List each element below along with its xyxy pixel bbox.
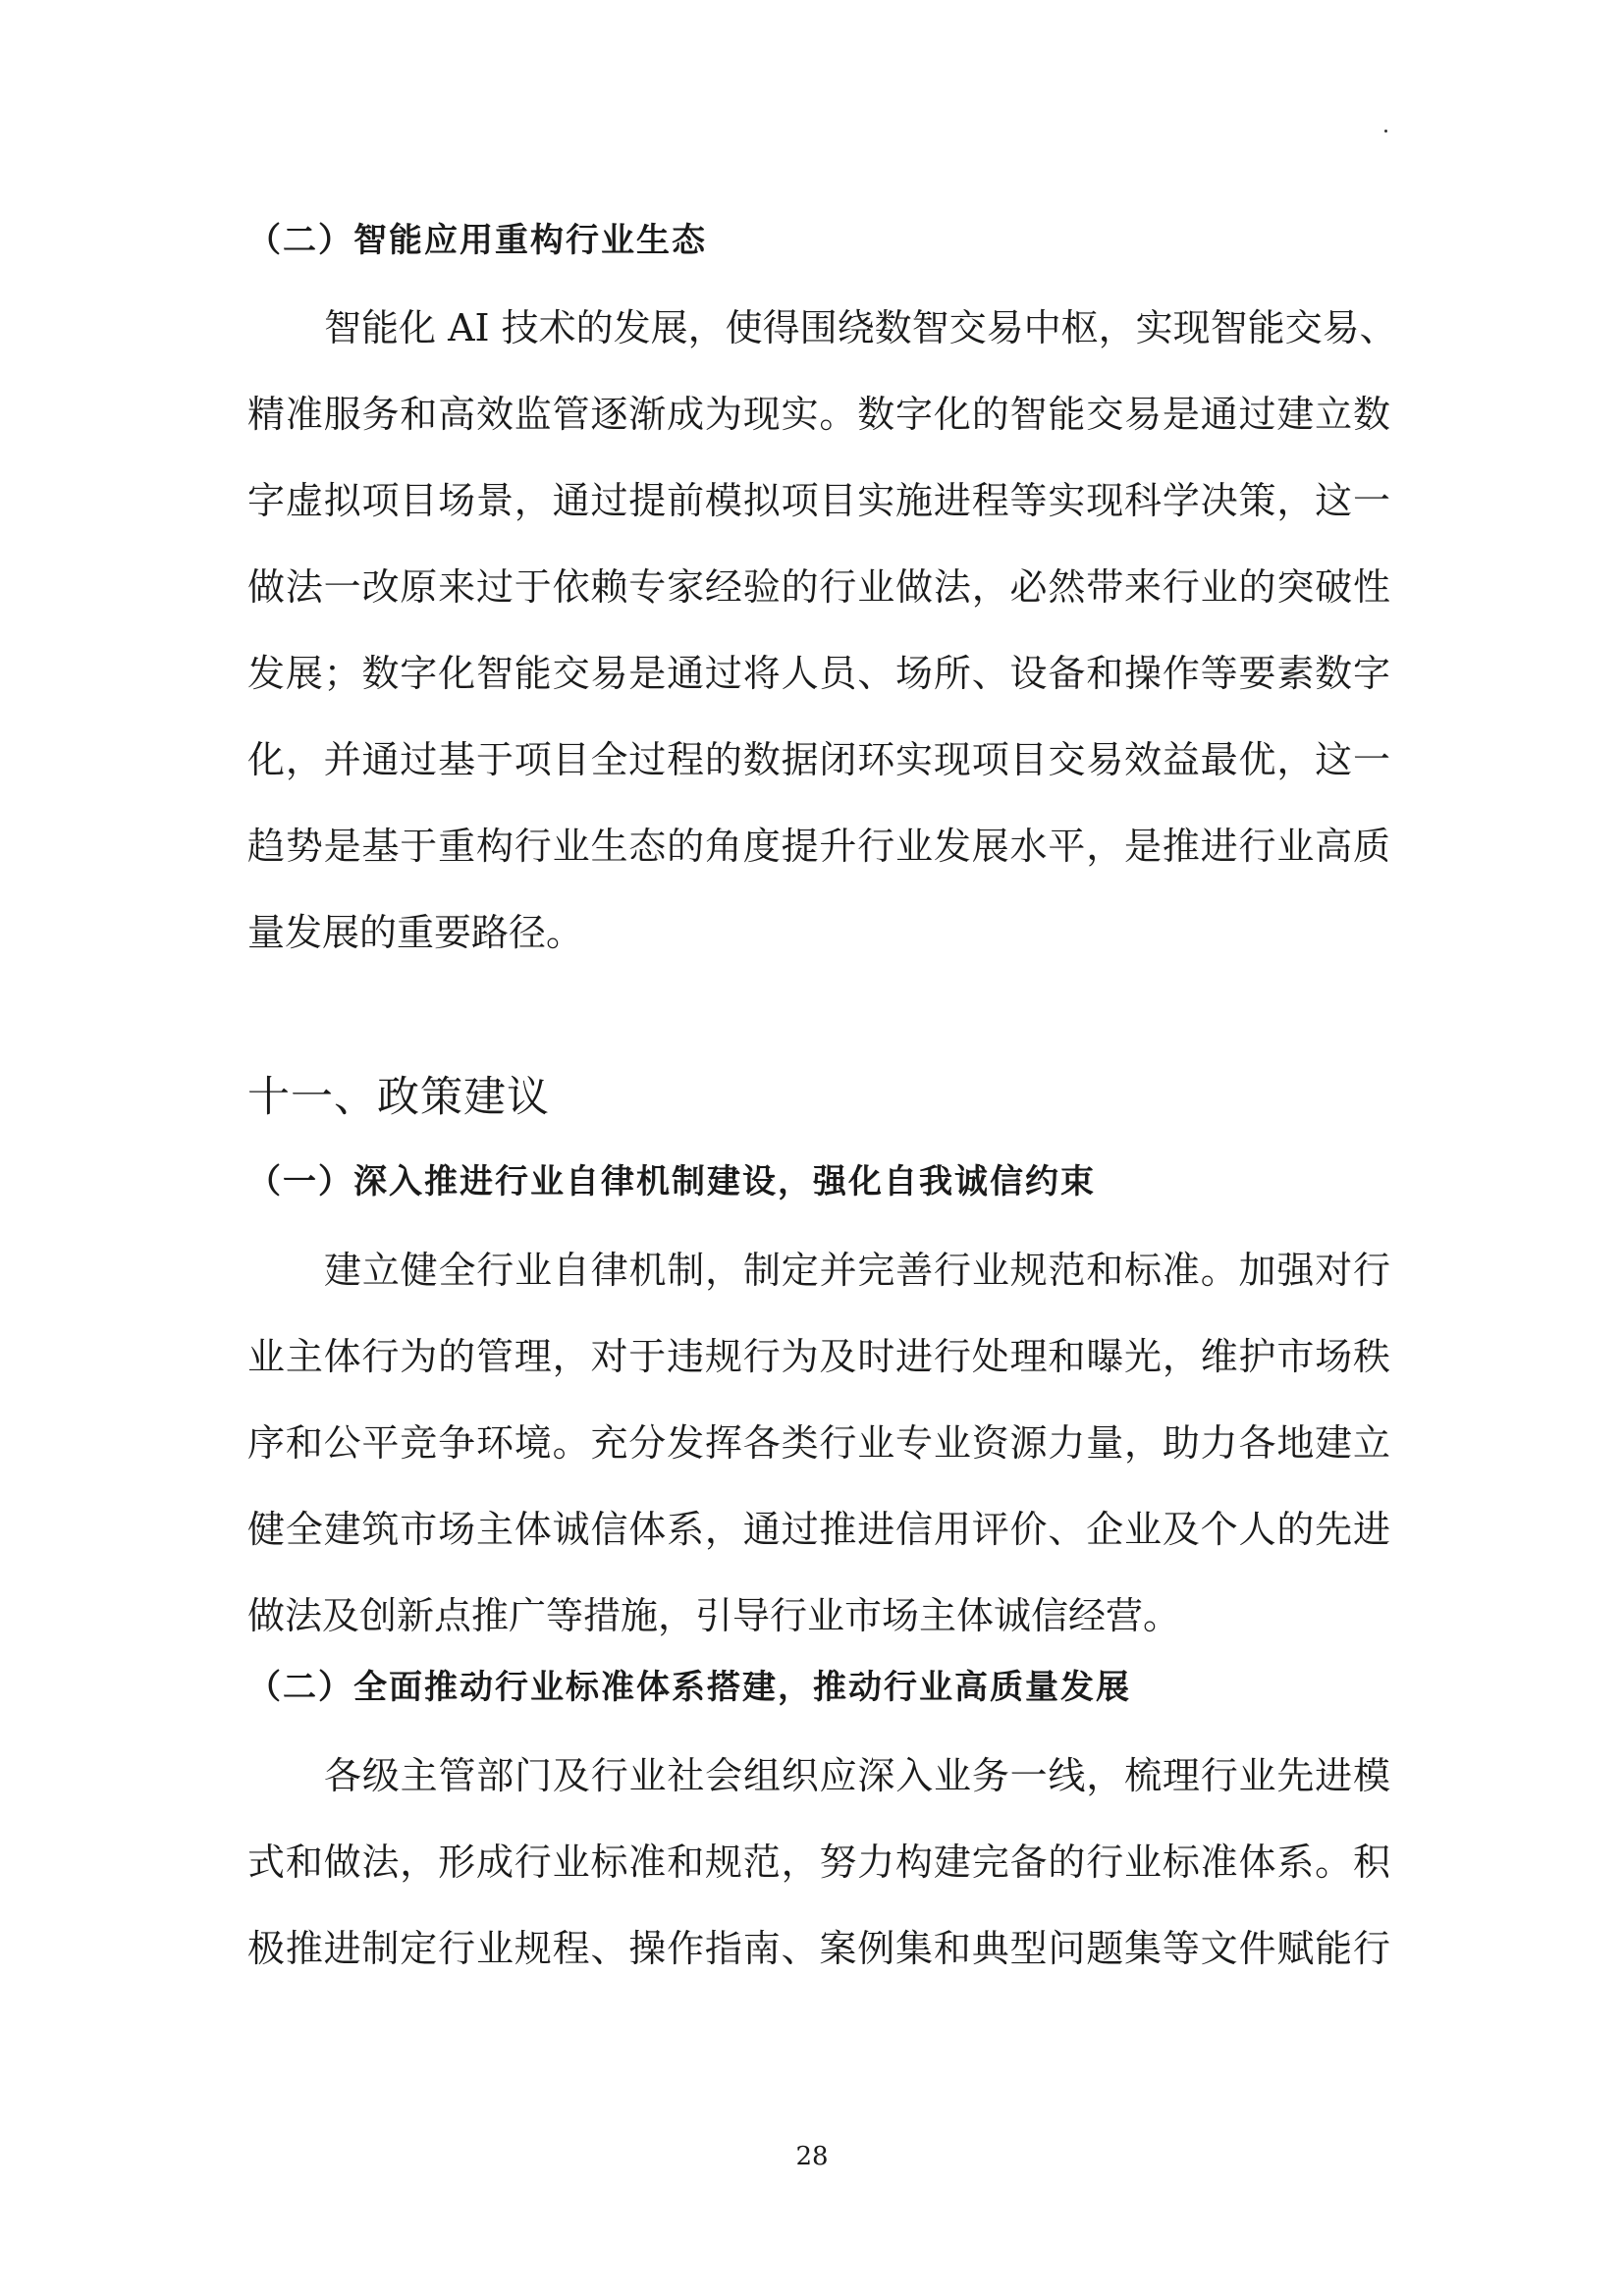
page-number: 28 (795, 2142, 829, 2171)
paragraph-line: 序和公平竞争环境。充分发挥各类行业专业资源力量，助力各地建立 (247, 1421, 1390, 1465)
paragraph-line: 做法一改原来过于依赖专家经验的行业做法，必然带来行业的突破性 (247, 565, 1390, 609)
subsection-heading-standard-system: （二）全面推动行业标准体系搭建，推动行业高质量发展 (247, 1668, 1131, 1707)
paragraph-line: 式和做法，形成行业标准和规范，努力构建完备的行业标准体系。积 (247, 1841, 1390, 1884)
paragraph-line: 化，并通过基于项目全过程的数据闭环实现项目交易效益最优，这一 (247, 738, 1390, 781)
section-heading-policy-suggestions: 十一、政策建议 (247, 1073, 550, 1122)
paragraph-line: 健全建筑市场主体诚信体系，通过推进信用评价、企业及个人的先进 (247, 1508, 1390, 1551)
paragraph-line: 发展；数字化智能交易是通过将人员、场所、设备和操作等要素数字 (247, 652, 1390, 695)
paragraph-line: 业主体行为的管理，对于违规行为及时进行处理和曝光，维护市场秩 (247, 1335, 1390, 1378)
paragraph-standard-system (247, 1733, 1390, 1992)
paragraph-intelligent-application (247, 285, 1397, 976)
paragraph-line: 极推进制定行业规程、操作指南、案例集和典型问题集等文件赋能行 (247, 1927, 1390, 1970)
paragraph-line: 各级主管部门及行业社会组织应深入业务一线，梳理行业先进模 (324, 1754, 1390, 1797)
paragraph-line: 建立健全行业自律机制，制定并完善行业规范和标准。加强对行 (324, 1249, 1390, 1292)
subsection-heading-intelligent-application: （二）智能应用重构行业生态 (247, 221, 707, 260)
paragraph-line: 精准服务和高效监管逐渐成为现实。数字化的智能交易是通过建立数 (247, 393, 1390, 436)
subsection-heading-self-discipline: （一）深入推进行业自律机制建设，强化自我诚信约束 (247, 1162, 1096, 1201)
paragraph-self-discipline (247, 1227, 1390, 1659)
paragraph-line: 量发展的重要路径。 (247, 911, 584, 954)
paragraph-line: 智能化 AI 技术的发展，使得围绕数智交易中枢，实现智能交易、 (324, 306, 1397, 349)
paragraph-line: 趋势是基于重构行业生态的角度提升行业发展水平，是推进行业高质 (247, 825, 1390, 868)
corner-dot-mark (1384, 130, 1387, 133)
paragraph-line: 字虚拟项目场景，通过提前模拟项目实施进程等实现科学决策，这一 (247, 479, 1390, 522)
paragraph-line: 做法及创新点推广等措施，引导行业市场主体诚信经营。 (247, 1594, 1181, 1637)
